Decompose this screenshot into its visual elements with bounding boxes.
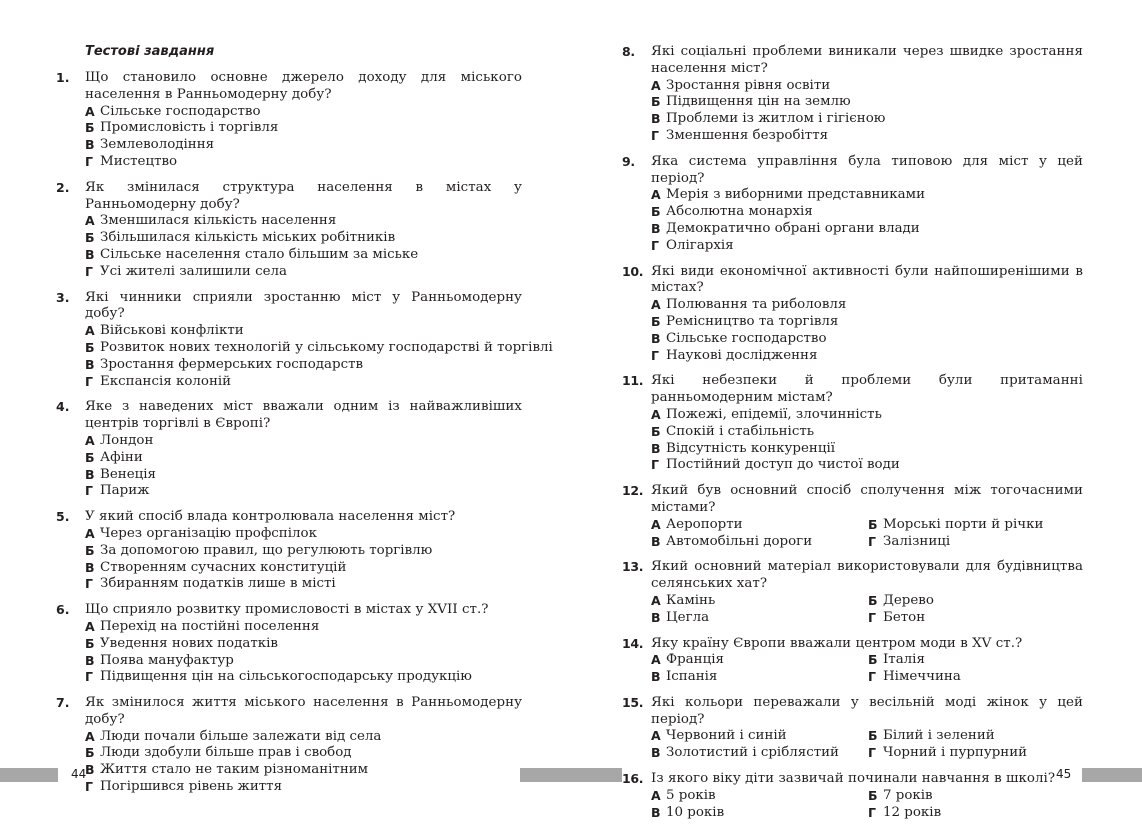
footer-bar-center-right xyxy=(571,768,622,782)
option-text: Венеція xyxy=(100,466,156,482)
option-letter: А xyxy=(651,728,661,744)
option-letter: А xyxy=(651,516,661,532)
option-letter: Б xyxy=(85,745,95,761)
option-letter: В xyxy=(85,652,95,668)
option-text: Наукові дослідження xyxy=(666,347,818,363)
question-item xyxy=(622,636,1083,686)
option-letter: Г xyxy=(868,804,876,820)
answer-option[interactable] xyxy=(651,669,868,686)
option-letter: А xyxy=(85,525,95,541)
answer-option[interactable] xyxy=(85,636,522,653)
answer-option[interactable] xyxy=(85,619,522,636)
option-letter: В xyxy=(85,466,95,482)
answer-option[interactable] xyxy=(85,264,522,281)
question-number: 11. xyxy=(622,373,644,389)
question-text: Як змінилося життя міського населення в Ранньомодерну добу? xyxy=(85,695,522,727)
question-number: 14. xyxy=(622,635,644,651)
question-number: 16. xyxy=(622,771,644,787)
option-text: Збиранням податків лише в місті xyxy=(100,576,336,592)
option-text: Бетон xyxy=(883,609,926,625)
answer-options xyxy=(85,619,522,686)
option-text: Зростання рівня освіти xyxy=(666,77,831,93)
option-letter: Б xyxy=(868,592,878,608)
question-item xyxy=(56,695,522,796)
answer-options xyxy=(651,517,1083,551)
option-letter: Г xyxy=(651,237,659,253)
answer-option[interactable] xyxy=(651,348,1083,365)
footer-bar-center-left xyxy=(520,768,571,782)
option-letter: В xyxy=(85,559,95,575)
question-item xyxy=(56,180,522,281)
answer-options xyxy=(85,433,522,500)
question-item xyxy=(622,373,1083,474)
option-text: Аеропорти xyxy=(666,516,743,532)
question-item xyxy=(622,44,1083,145)
answer-option[interactable] xyxy=(651,745,868,762)
answer-option[interactable] xyxy=(85,483,522,500)
option-letter: В xyxy=(651,440,661,456)
answer-option[interactable] xyxy=(85,560,522,577)
option-text: Афіни xyxy=(100,449,143,465)
answer-option[interactable] xyxy=(651,128,1083,145)
answer-options xyxy=(651,788,1083,822)
answer-option[interactable] xyxy=(85,323,522,340)
answer-option[interactable] xyxy=(651,610,868,627)
option-letter: Б xyxy=(85,542,95,558)
question-text: Який основний матеріал використовували для будівництва селянських хат? xyxy=(651,559,1083,592)
question-item xyxy=(622,771,1083,821)
option-text: Італія xyxy=(883,652,925,668)
option-letter: Б xyxy=(651,204,661,220)
answer-option[interactable] xyxy=(651,297,1083,314)
answer-option[interactable] xyxy=(651,187,1083,204)
answer-option[interactable] xyxy=(651,314,1083,331)
answer-option[interactable] xyxy=(85,576,522,593)
answer-option[interactable] xyxy=(85,669,522,686)
question-text: Із якого віку діти зазвичай починали навчання в школі? xyxy=(651,771,1056,787)
question-text: Яку країну Європи вважали центром моди в XV ст.? xyxy=(651,635,1023,651)
answer-option[interactable] xyxy=(85,213,522,230)
option-letter: В xyxy=(651,669,661,685)
answer-option[interactable] xyxy=(868,534,1083,551)
option-text: Проблеми із житлом і гігієною xyxy=(666,111,886,127)
option-text: Червоний і синій xyxy=(666,728,787,744)
question-number: 6. xyxy=(56,602,70,618)
answer-options xyxy=(651,78,1083,145)
answer-option[interactable] xyxy=(651,652,868,669)
option-text: Поява мануфактур xyxy=(100,652,234,668)
option-letter: Г xyxy=(651,457,659,473)
option-letter: Б xyxy=(85,635,95,651)
answer-option[interactable] xyxy=(868,728,1083,745)
answer-option[interactable] xyxy=(868,593,1083,610)
answer-options xyxy=(651,187,1083,254)
option-text: Військові конфлікти xyxy=(100,323,244,339)
option-text: Життя стало не таким різноманітним xyxy=(100,762,369,778)
answer-option[interactable] xyxy=(651,424,1083,441)
answer-option[interactable] xyxy=(85,779,522,796)
question-text: Які кольори переважали у весільній моді жінок у цей період? xyxy=(651,694,1083,727)
question-number: 13. xyxy=(622,559,644,575)
answer-option[interactable] xyxy=(651,221,1083,238)
answer-option[interactable] xyxy=(868,652,1083,669)
option-text: Люди почали більше залежати від села xyxy=(100,728,382,744)
question-text: Які чинники сприяли зростанню міст у Ранньомодерну добу? xyxy=(85,289,522,322)
option-text: Париж xyxy=(100,483,150,499)
option-letter: В xyxy=(651,745,661,761)
question-item xyxy=(622,695,1083,762)
option-letter: А xyxy=(85,618,95,634)
option-letter: А xyxy=(85,213,95,229)
option-letter: В xyxy=(85,246,95,262)
question-item xyxy=(56,70,522,171)
answer-option[interactable] xyxy=(868,517,1083,534)
option-text: Зростання фермерських господарств xyxy=(100,356,364,372)
option-letter: Г xyxy=(868,533,876,549)
answer-option[interactable] xyxy=(85,247,522,264)
answer-options xyxy=(651,297,1083,364)
option-text: Зменшилася кількість населення xyxy=(100,213,337,229)
question-number: 5. xyxy=(56,509,70,525)
option-text: Мерія з виборними представниками xyxy=(666,187,925,203)
option-text: Морські порти й річки xyxy=(883,516,1044,532)
option-text: Через організацію профспілок xyxy=(100,525,317,541)
answer-option[interactable] xyxy=(651,331,1083,348)
option-text: 5 років xyxy=(666,787,716,803)
option-letter: Б xyxy=(85,339,95,355)
question-list-left xyxy=(56,70,553,805)
option-text: Створенням сучасних конституцій xyxy=(100,559,347,575)
answer-option[interactable] xyxy=(651,111,1083,128)
question-item xyxy=(622,264,1083,365)
question-item xyxy=(622,154,1083,255)
question-number: 9. xyxy=(622,153,635,169)
answer-option[interactable] xyxy=(85,467,522,484)
option-letter: Б xyxy=(651,94,661,110)
question-number: 10. xyxy=(622,263,644,279)
answer-option[interactable] xyxy=(85,433,522,450)
question-number: 2. xyxy=(56,179,70,195)
option-letter: В xyxy=(651,330,661,346)
option-letter: А xyxy=(651,652,661,668)
option-letter: Б xyxy=(651,313,661,329)
option-letter: Б xyxy=(868,516,878,532)
answer-options xyxy=(651,407,1083,474)
question-text: Які небезпеки й проблеми були притаманні ранньомодерним містам? xyxy=(651,373,1083,406)
option-letter: А xyxy=(651,406,661,422)
answer-option[interactable] xyxy=(85,653,522,670)
option-text: Погіршився рівень життя xyxy=(100,779,283,795)
question-number: 1. xyxy=(56,70,70,85)
option-text: Золотистий і сріблястий xyxy=(666,745,839,761)
option-letter: Г xyxy=(651,127,659,143)
answer-options xyxy=(85,213,522,280)
option-text: Франція xyxy=(666,652,724,668)
option-letter: А xyxy=(651,297,661,313)
option-text: За допомогою правил, що регулюють торгівлю xyxy=(100,542,433,558)
footer-bar-right xyxy=(1082,768,1142,782)
question-text: Яка система управління була типовою для міст у цей період? xyxy=(651,153,1083,186)
option-letter: Б xyxy=(868,787,878,803)
answer-option[interactable] xyxy=(651,593,868,610)
option-letter: Г xyxy=(85,669,93,685)
option-text: Цегла xyxy=(666,609,710,625)
option-letter: Б xyxy=(868,728,878,744)
page-number-left: 44 xyxy=(71,767,87,781)
option-letter: А xyxy=(85,103,95,119)
option-text: Камінь xyxy=(666,592,716,608)
option-letter: А xyxy=(85,432,95,448)
question-text: У який спосіб влада контролювала населення міст? xyxy=(85,509,456,525)
option-text: Мистецтво xyxy=(100,153,178,169)
option-letter: Г xyxy=(651,347,659,363)
option-letter: Б xyxy=(85,449,95,465)
question-item xyxy=(56,509,522,593)
option-text: Сільське населення стало більшим за міське xyxy=(100,246,419,262)
question-item xyxy=(56,602,522,686)
option-letter: А xyxy=(651,77,661,93)
page-number-right: 45 xyxy=(1056,767,1072,781)
answer-option[interactable] xyxy=(868,745,1083,762)
answer-option[interactable] xyxy=(85,104,522,121)
answer-option[interactable] xyxy=(85,339,553,357)
option-text: Залізниці xyxy=(883,533,951,549)
option-letter: А xyxy=(85,728,95,744)
answer-option[interactable] xyxy=(651,517,868,534)
option-text: 10 років xyxy=(666,804,725,820)
question-text: Що становило основне джерело доходу для міського населення в Ранньомодерну добу? xyxy=(85,70,522,102)
option-letter: Б xyxy=(651,423,661,439)
option-text: Абсолютна монархія xyxy=(666,204,813,220)
question-text: Які соціальні проблеми виникали через швидке зростання населення міст? xyxy=(651,44,1083,76)
option-letter: А xyxy=(85,323,95,339)
option-letter: Г xyxy=(868,669,876,685)
question-number: 8. xyxy=(622,44,635,59)
option-letter: В xyxy=(85,356,95,372)
answer-options xyxy=(85,729,522,796)
answer-option[interactable] xyxy=(85,729,522,746)
answer-options xyxy=(85,323,553,390)
option-text: Люди здобули більше прав і свобод xyxy=(100,745,352,761)
option-letter: Г xyxy=(85,576,93,592)
option-text: Перехід на постійні поселення xyxy=(100,618,320,634)
option-text: 12 років xyxy=(883,804,942,820)
question-list-right xyxy=(622,44,1083,830)
option-letter: В xyxy=(651,609,661,625)
option-text: Іспанія xyxy=(666,669,718,685)
option-text: Усі жителі залишили села xyxy=(100,263,288,279)
option-letter: В xyxy=(85,137,95,153)
option-letter: В xyxy=(651,533,661,549)
option-text: Постійний доступ до чистої води xyxy=(666,457,900,473)
answer-option[interactable] xyxy=(85,230,522,247)
question-item xyxy=(622,559,1083,626)
left-page xyxy=(0,0,571,827)
answer-option[interactable] xyxy=(85,543,522,560)
option-letter: Б xyxy=(85,120,95,136)
answer-option[interactable] xyxy=(868,788,1083,805)
option-text: 7 років xyxy=(883,787,933,803)
option-letter: В xyxy=(651,804,661,820)
option-letter: Г xyxy=(868,609,876,625)
option-letter: А xyxy=(651,787,661,803)
question-number: 12. xyxy=(622,483,644,499)
answer-option[interactable] xyxy=(651,94,1083,111)
answer-option[interactable] xyxy=(651,805,868,822)
option-text: Спокій і стабільність xyxy=(666,423,815,439)
question-item xyxy=(56,399,522,500)
answer-option[interactable] xyxy=(868,610,1083,627)
answer-option[interactable] xyxy=(85,526,522,543)
question-text: Яке з наведених міст вважали одним із найважливіших центрів торгівлі в Європі? xyxy=(85,399,522,432)
option-letter: Г xyxy=(85,779,93,795)
answer-option[interactable] xyxy=(85,374,522,391)
option-text: Сільське господарство xyxy=(666,330,827,346)
answer-option[interactable] xyxy=(651,78,1083,95)
option-text: Полювання та риболовля xyxy=(666,297,847,313)
question-item xyxy=(56,289,553,391)
option-text: Олігархія xyxy=(666,237,734,253)
answer-option[interactable] xyxy=(85,357,522,374)
option-text: Чорний і пурпурний xyxy=(883,745,1028,761)
option-text: Пожежі, епідемії, злочинність xyxy=(666,406,882,422)
section-title: Тестові завдання xyxy=(85,44,215,59)
option-text: Білий і зелений xyxy=(883,728,995,744)
answer-option[interactable] xyxy=(651,441,1083,458)
option-letter: Г xyxy=(85,153,93,169)
option-text: Розвиток нових технологій у сільському господарстві й торгівлі xyxy=(100,339,553,355)
option-letter: Б xyxy=(868,652,878,668)
option-letter: Г xyxy=(868,745,876,761)
answer-options xyxy=(651,593,1083,627)
option-letter: Г xyxy=(85,373,93,389)
option-text: Сільське господарство xyxy=(100,103,261,119)
right-page xyxy=(571,0,1142,827)
answer-option[interactable] xyxy=(868,805,1083,822)
option-text: Зменшення безробіття xyxy=(666,127,829,143)
answer-option[interactable] xyxy=(85,762,522,779)
option-text: Підвищення цін на сільськогосподарську продукцію xyxy=(100,669,472,685)
option-text: Землеволодіння xyxy=(100,137,215,153)
answer-option[interactable] xyxy=(651,788,868,805)
answer-options xyxy=(85,526,522,593)
question-number: 4. xyxy=(56,399,70,415)
answer-option[interactable] xyxy=(651,204,1083,221)
option-text: Підвищення цін на землю xyxy=(666,94,851,110)
question-text: Як змінилася структура населення в містах у Ранньомодерну добу? xyxy=(85,179,522,212)
option-text: Автомобільні дороги xyxy=(666,533,813,549)
answer-option[interactable] xyxy=(85,120,522,137)
option-text: Дерево xyxy=(883,592,934,608)
question-text: Що сприяло розвитку промисловості в містах у XVII ст.? xyxy=(85,602,489,618)
answer-options xyxy=(651,652,1083,686)
option-letter: В xyxy=(651,111,661,127)
option-letter: Б xyxy=(85,230,95,246)
option-letter: Г xyxy=(85,263,93,279)
question-text: Які види економічної активності були найпоширенішими в містах? xyxy=(651,263,1083,296)
option-text: Збільшилася кількість міських робітників xyxy=(100,230,396,246)
answer-option[interactable] xyxy=(651,534,868,551)
answer-option[interactable] xyxy=(85,154,522,171)
answer-options xyxy=(85,104,522,171)
question-item xyxy=(622,483,1083,550)
option-text: Промисловість і торгівля xyxy=(100,120,279,136)
answer-option[interactable] xyxy=(651,457,1083,474)
option-letter: Г xyxy=(85,483,93,499)
answer-option[interactable] xyxy=(868,669,1083,686)
question-number: 3. xyxy=(56,289,70,305)
option-text: Уведення нових податків xyxy=(100,635,278,651)
question-number: 15. xyxy=(622,694,644,710)
option-text: Лондон xyxy=(100,432,154,448)
answer-option[interactable] xyxy=(85,745,522,762)
footer-bar-left xyxy=(0,768,58,782)
question-number: 7. xyxy=(56,695,70,711)
option-letter: А xyxy=(651,592,661,608)
option-letter: В xyxy=(85,762,95,778)
answer-option[interactable] xyxy=(651,407,1083,424)
answer-options xyxy=(651,728,1083,762)
option-text: Демократично обрані органи влади xyxy=(666,220,920,236)
question-text: Який був основний спосіб сполучення між тогочасними містами? xyxy=(651,483,1083,515)
option-text: Відсутність конкуренції xyxy=(666,440,836,456)
answer-option[interactable] xyxy=(651,728,868,745)
answer-option[interactable] xyxy=(85,450,522,467)
option-text: Ремісництво та торгівля xyxy=(666,313,839,329)
answer-option[interactable] xyxy=(85,137,522,154)
option-letter: А xyxy=(651,187,661,203)
option-text: Експансія колоній xyxy=(100,373,232,389)
answer-option[interactable] xyxy=(651,238,1083,255)
option-letter: В xyxy=(651,220,661,236)
option-text: Німеччина xyxy=(883,669,961,685)
